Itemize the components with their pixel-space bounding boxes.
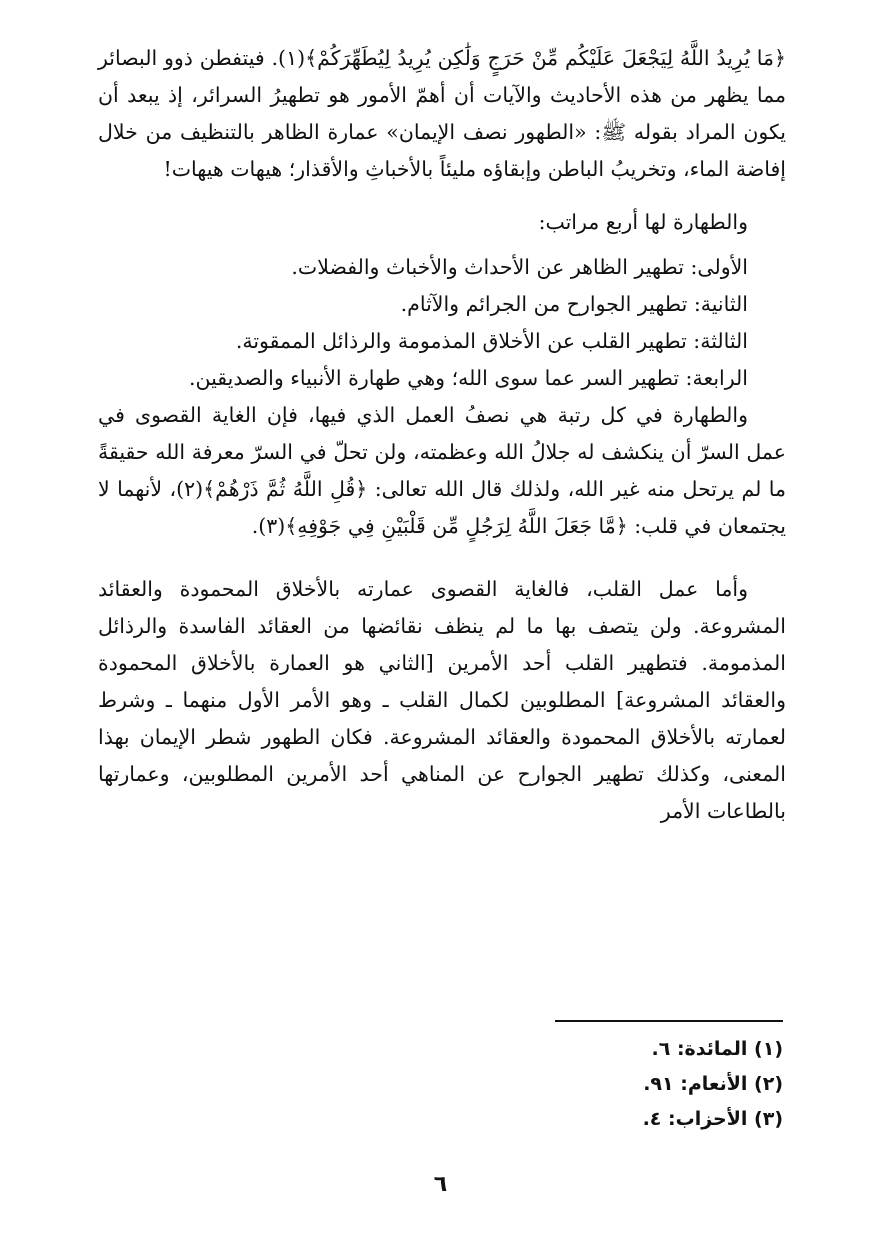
paragraph-heart-work: وأما عمل القلب، فالغاية القصوى عمارته بالأخلاق المحمودة والعقائد المشروعة. ولن يتصف بها ما لم ينظف نقائضها من العقائد الفاسدة والرذائل المذمومة. فتطهير القلب أحد الأمرين [الثاني هو العمارة بالأخلاق المحمودة والعقائد المشروعة] المطلوبين لكمال القلب ـ وهو الأمر الأول منهما ـ وشرط لعمارته بالأخلاق المحمودة والعقائد المشروعة. فكان الطهور شطر الإيمان بهذا المعنى، وكذلك تطهير الجوارح عن المناهي أحد الأمرين المطلوبين، وعمارتها بالطاعات الأمر xyxy=(98,577,786,823)
footnotes-list xyxy=(383,1032,783,1137)
rank-item-fourth: الرابعة: تطهير السر عما سوى الله؛ وهي طهارة الأنبياء والصديقين. xyxy=(188,366,748,390)
spacer xyxy=(98,188,786,204)
rank-item-third: الثالثة: تطهير القلب عن الأخلاق المذمومة والرذائل الممقوتة. xyxy=(235,329,748,353)
rank-item-second: الثانية: تطهير الجوارح من الجرائم والآثام. xyxy=(400,292,748,316)
spacer xyxy=(98,545,786,571)
footnote-3: (٣) الأحزاب: ٤. xyxy=(642,1108,783,1130)
page-body xyxy=(98,40,786,830)
paragraph-ranks-intro: والطهارة لها أربع مراتب: xyxy=(538,210,748,234)
footnote-1: (١) المائدة: ٦. xyxy=(651,1038,783,1060)
rank-item-first: الأولى: تطهير الظاهر عن الأحداث والأخباث والفضلات. xyxy=(291,255,748,279)
paragraph-secret-work: والطهارة في كل رتبة هي نصفُ العمل الذي فيها، فإن الغاية القصوى في عمل السرّ أن ينكشف له جلالُ الله وعظمته، ولن تحلّ في السرّ معرفة الله حقيقةً ما لم يرتحل منه غير الله، ولذلك قال الله تعالى: ﴿قُلِ اللَّهُ ثُمَّ ذَرْهُمْ﴾(٢)، لأنهما لا يجتمعان في قلب: ﴿مَّا جَعَلَ اللَّهُ لِرَجُلٍ مِّن قَلْبَيْنِ فِي جَوْفِهِ﴾(٣). xyxy=(98,403,786,538)
page-number: ٦ xyxy=(433,1172,448,1197)
ranks-list xyxy=(98,249,786,397)
footnote-2: (٢) الأنعام: ٩١. xyxy=(643,1073,783,1095)
paragraph-quran-purification: ﴿مَا يُرِيدُ اللَّهُ لِيَجْعَلَ عَلَيْكُم مِّنْ حَرَجٍ وَلَٰكِن يُرِيدُ لِيُطَهِّرَكُمْ﴾(١). فيتفطن ذوو البصائر مما يظهر من هذه الأحاديث والآيات أن أهمّ الأمور هو تطهيرُ السرائر، إذ يبعد أن يكون المراد بقوله ﷺ: «الطهور نصف الإيمان» عمارة الظاهر بالتنظيف من خلال إفاضة الماء، وتخريبُ الباطن وإبقاؤه مليئاً بالأخباثِ والأقذار؛ هيهات هيهات! xyxy=(98,46,786,181)
footnote-divider xyxy=(555,1020,783,1022)
